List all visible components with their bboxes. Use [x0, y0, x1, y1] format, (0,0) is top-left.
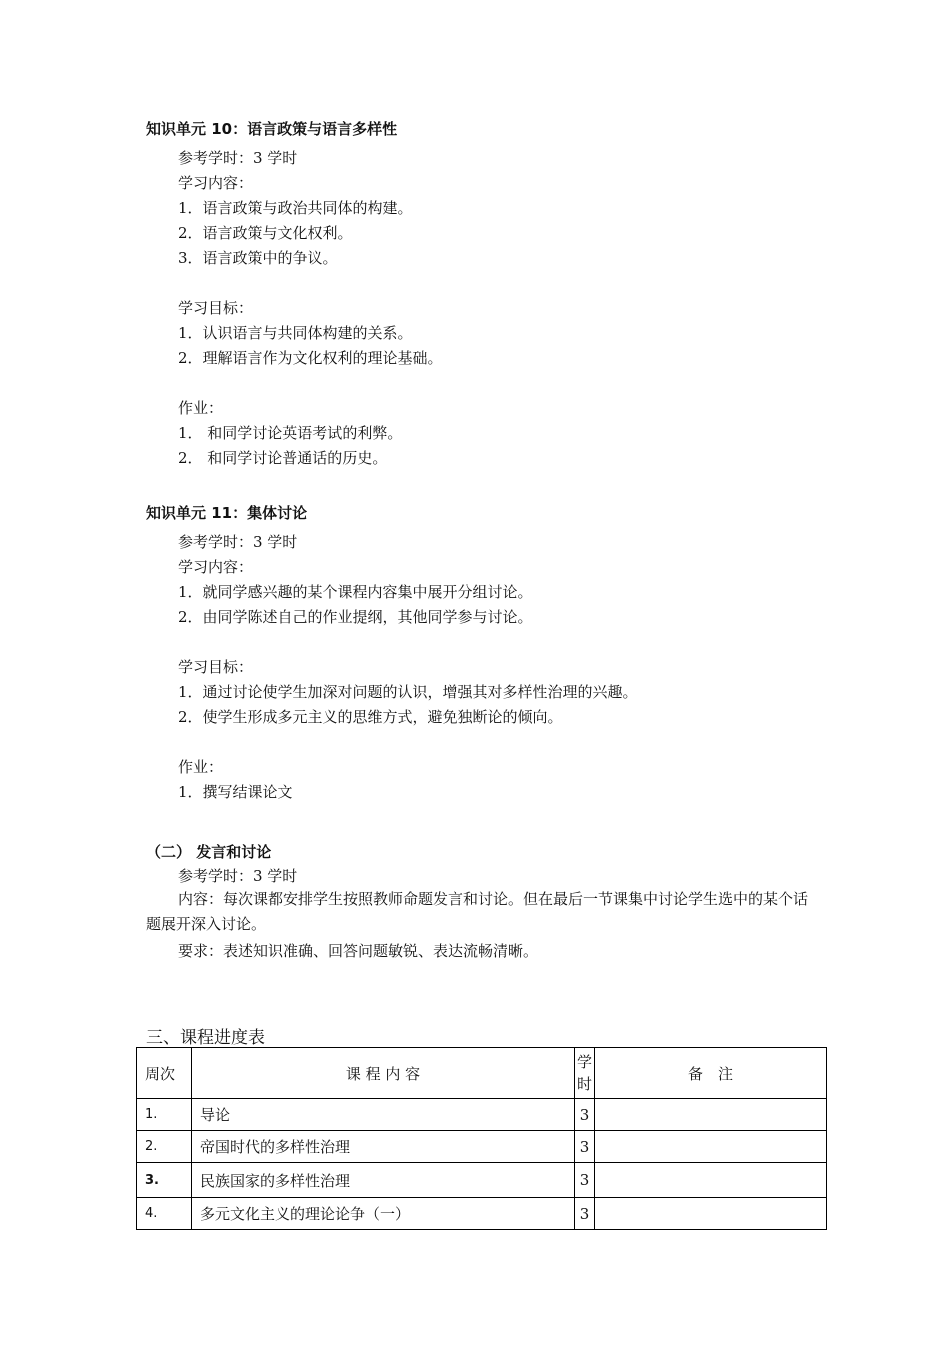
- unit11-content-item: 2．由同学陈述自己的作业提纲，其他同学参与讨论。: [178, 608, 533, 626]
- row-hours: 3: [575, 1163, 595, 1198]
- row-hours: 3: [575, 1131, 595, 1163]
- row-week: 1.: [137, 1099, 192, 1131]
- row-note: [595, 1099, 827, 1131]
- table-row: [137, 1163, 827, 1198]
- header-week: 周次: [137, 1048, 192, 1099]
- table-row: [137, 1099, 827, 1131]
- unit11-goal-item: 1．通过讨论使学生加深对问题的认识，增强其对多样性治理的兴趣。: [178, 683, 638, 701]
- row-content: 导论: [192, 1099, 575, 1131]
- row-note: [595, 1163, 827, 1198]
- table-row: [137, 1198, 827, 1230]
- row-week: 3.: [137, 1163, 192, 1198]
- unit11-goals-label: 学习目标：: [178, 658, 254, 676]
- unit11-hours: 参考学时：3 学时: [178, 533, 298, 551]
- row-hours: 3: [575, 1198, 595, 1230]
- row-hours: 3: [575, 1099, 595, 1131]
- unit11-content-label: 学习内容：: [178, 558, 254, 576]
- speech-content: 内容：每次课都安排学生按照教师命题发言和讨论。但在最后一节课集中讨论学生选中的某个话题展开深入讨论。: [146, 890, 809, 933]
- speech-title: （二） 发言和讨论: [146, 843, 272, 861]
- header-hours: [575, 1048, 595, 1099]
- unit11-goal-item: 2．使学生形成多元主义的思维方式，避免独断论的倾向。: [178, 708, 563, 726]
- unit11-title: 知识单元 11：集体讨论: [146, 504, 308, 522]
- unit10-goal-item: 2．理解语言作为文化权利的理论基础。: [178, 349, 443, 367]
- unit10-content-label: 学习内容：: [178, 174, 254, 192]
- unit10-content-item: 2．语言政策与文化权利。: [178, 224, 353, 242]
- unit10-hw-item: 2． 和同学讨论普通话的历史。: [178, 449, 388, 467]
- schedule-title: 三、课程进度表: [146, 1028, 265, 1048]
- row-content: 民族国家的多样性治理: [192, 1163, 575, 1198]
- header-content: 课 程 内 容: [192, 1048, 575, 1099]
- row-content: 多元文化主义的理论论争（一）: [192, 1198, 575, 1230]
- row-note: [595, 1131, 827, 1163]
- header-note: 备 注: [595, 1048, 827, 1099]
- unit11-hw-label: 作业：: [178, 758, 224, 776]
- unit10-goals-label: 学习目标：: [178, 299, 254, 317]
- table-row: [137, 1131, 827, 1163]
- unit11-hw-item: 1．撰写结课论文: [178, 783, 293, 801]
- row-week: 2.: [137, 1131, 192, 1163]
- header-hours-line1: 学: [576, 1053, 592, 1071]
- header-hours-line2: 时: [576, 1075, 592, 1093]
- speech-requirement: 要求：表述知识准确、回答问题敏锐、表达流畅清晰。: [178, 942, 539, 960]
- unit11-content-item: 1．就同学感兴趣的某个课程内容集中展开分组讨论。: [178, 583, 533, 601]
- table-header-row: [137, 1048, 827, 1099]
- row-content: 帝国时代的多样性治理: [192, 1131, 575, 1163]
- unit10-hw-label: 作业：: [178, 399, 224, 417]
- speech-hours: 参考学时：3 学时: [178, 867, 298, 885]
- unit10-hours: 参考学时：3 学时: [178, 149, 298, 167]
- unit10-title: 知识单元 10：语言政策与语言多样性: [146, 120, 398, 138]
- row-week: 4.: [137, 1198, 192, 1230]
- unit10-content-item: 3．语言政策中的争议。: [178, 249, 338, 267]
- unit10-hw-item: 1． 和同学讨论英语考试的利弊。: [178, 424, 403, 442]
- schedule-table: [136, 1047, 827, 1230]
- row-note: [595, 1198, 827, 1230]
- unit10-content-item: 1．语言政策与政治共同体的构建。: [178, 199, 413, 217]
- unit10-goal-item: 1．认识语言与共同体构建的关系。: [178, 324, 413, 342]
